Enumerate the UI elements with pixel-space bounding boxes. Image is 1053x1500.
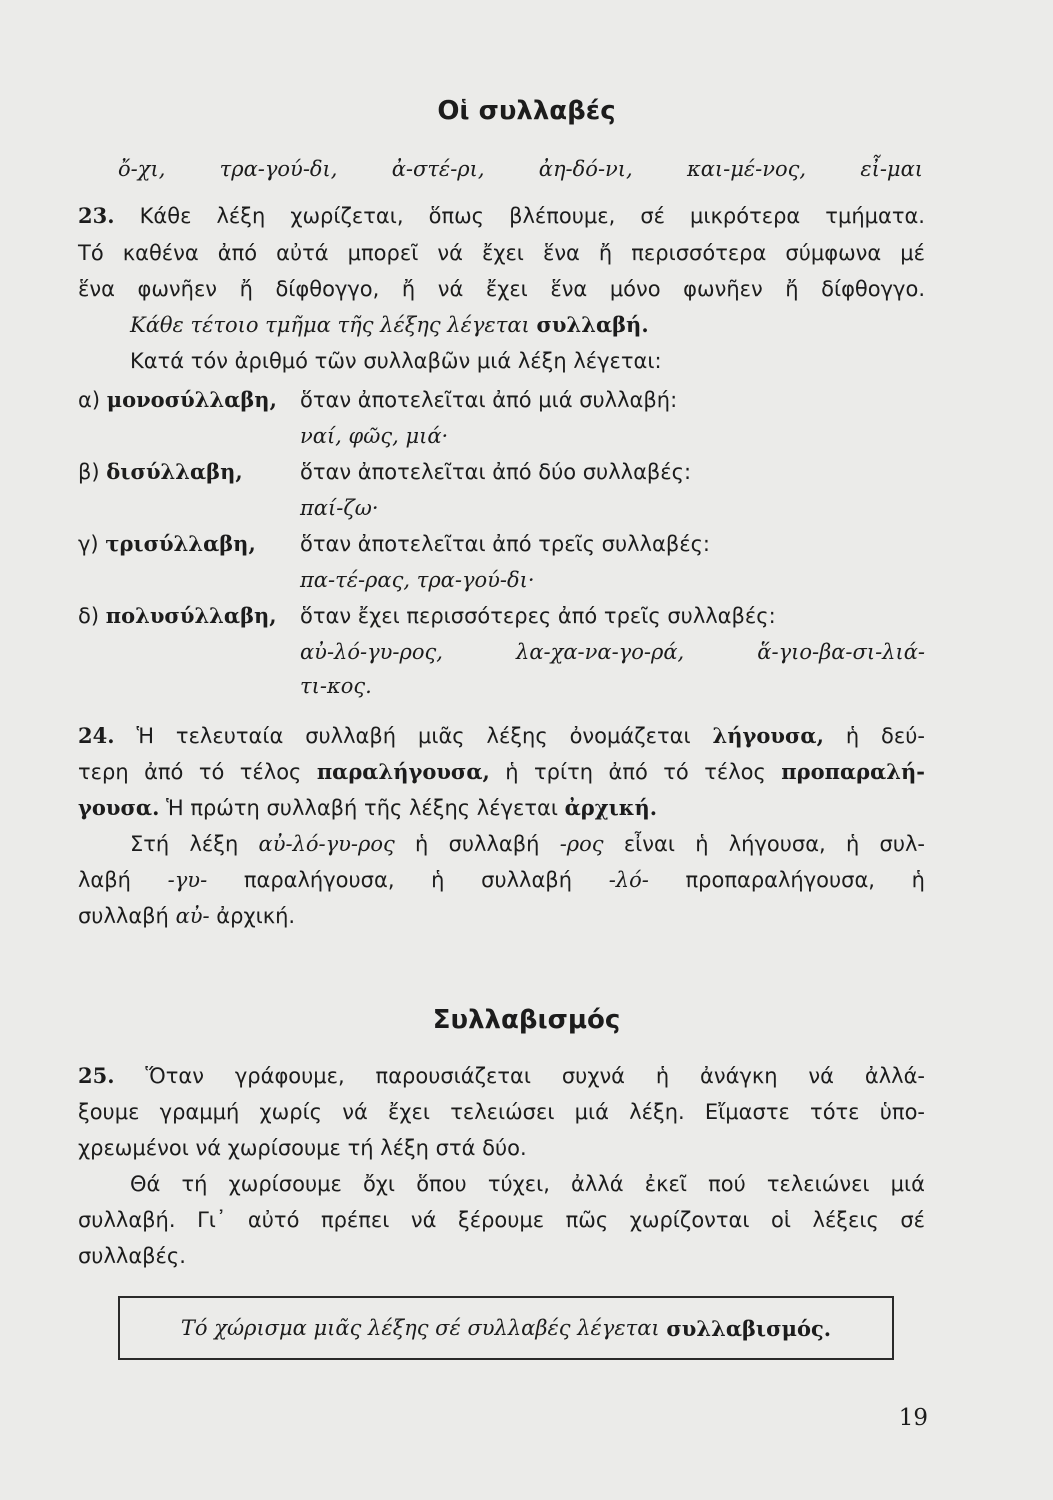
term-paraligousa: παραλήγουσα,: [316, 759, 490, 784]
p24-syllable-ros: -ρος: [559, 832, 604, 856]
definition-box-text: Τό χώρισμα μιᾶς λέξης σέ συλλαβές λέγεται: [180, 1316, 660, 1340]
type-c-label: γ): [78, 532, 99, 556]
p24-text-2c: ἡ τρίτη ἀπό τό τέλος: [505, 760, 766, 784]
p23-line-3: ἕνα φωνῆεν ἤ δίφθογγο, ἤ νά ἔχει ἕνα μόνο φωνῆεν ἤ δίφθογγο.: [78, 277, 925, 301]
p24-line-2: [78, 759, 925, 785]
p24-text-5c: παραλήγουσα, ἡ συλλαβή: [243, 868, 573, 892]
p25-line-4: Θά τή χωρίσουμε ὄχι ὅπου τύχει, ἀλλά ἐκεῖ πού τελειώνει μιά: [130, 1172, 925, 1196]
p24-line-3: [78, 795, 925, 821]
p24-text-5e: προπαραλήγουσα, ἡ: [685, 868, 925, 892]
p24-syllable-av: αὐ-: [175, 904, 210, 928]
p25-line-3: χρεωμένοι νά χωρίσουμε τή λέξη στά δύο.: [78, 1136, 527, 1160]
p25-line-2: ξουμε γραμμή χωρίς νά ἔχει τελειώσει μιά λέξη. Εἴμαστε τότε ὑπο-: [78, 1100, 925, 1124]
type-d-label: δ): [78, 604, 100, 628]
p24-line-6: [78, 903, 925, 929]
type-a-term: μονοσύλλαβη,: [106, 387, 277, 412]
p25-line-5: συλλαβή. Γι᾽ αὐτό πρέπει νά ξέρουμε πῶς χωρίζονται οἱ λέξεις σέ: [78, 1208, 925, 1232]
type-d-example-cont: τι-κος.: [300, 674, 372, 698]
examples-line: ὄ-χι, τρα-γού-δι, ἀ-στέ-ρι, ἀη-δό-νι, και-μέ-νος, εἶ-μαι: [118, 157, 923, 181]
type-d-example: αὐ-λό-γυ-ρος, λα-χα-να-γο-ρά, ἅ-γιο-βα-σι-λιά-: [300, 640, 925, 664]
p24-line-5: [78, 867, 925, 893]
p23-definition: [130, 312, 925, 338]
p25-line-6: συλλαβές.: [78, 1244, 186, 1268]
definition-box: [118, 1296, 894, 1360]
p25-number: 25.: [78, 1063, 115, 1088]
type-c-example: πα-τέ-ρας, τρα-γού-δι·: [300, 568, 535, 592]
p23-line-1: [78, 203, 925, 229]
type-a-label: α): [78, 388, 101, 412]
term-archiki: ἀρχική.: [564, 795, 658, 820]
p24-line-1: [78, 723, 925, 749]
p24-syllable-lo: -λό-: [608, 868, 649, 892]
type-b-label: β): [78, 460, 100, 484]
p25-line-1: [78, 1063, 925, 1089]
p24-text-1c: ἡ δεύ-: [845, 724, 925, 748]
p24-number: 24.: [78, 723, 115, 748]
type-c-row: [78, 531, 256, 557]
p24-text-6a: συλλαβή: [78, 904, 169, 928]
definition-box-term: συλλαβισμός.: [666, 1315, 832, 1341]
p23-definition-term: συλλαβή.: [536, 312, 649, 337]
type-a-example: ναί, φῶς, μιά·: [300, 424, 449, 448]
p23-line-2: Τό καθένα ἀπό αὐτά μπορεῖ νά ἔχει ἕνα ἤ περισσότερα σύμφωνα μέ: [78, 241, 925, 265]
p23-number: 23.: [78, 203, 115, 228]
p24-text-3b: Ἡ πρώτη συλλαβή τῆς λέξης λέγεται: [166, 796, 558, 820]
type-d-row: [78, 603, 277, 629]
p24-text-4c: ἡ συλλαβή: [415, 832, 540, 856]
p24-text-6c: ἀρχική.: [216, 904, 296, 928]
section-title-syllabification: Συλλαβισμός: [432, 1005, 621, 1035]
type-b-desc: ὅταν ἀποτελεῖται ἀπό δύο συλλαβές:: [300, 460, 692, 484]
p23-text-1: Κάθε λέξη χωρίζεται, ὅπως βλέπουμε, σέ μικρότερα τμήματα.: [139, 204, 925, 228]
p24-line-4: [130, 831, 925, 857]
type-b-row: [78, 459, 243, 485]
type-d-term: πολυσύλλαβη,: [105, 603, 277, 628]
term-proparaligousa-cont: γουσα.: [78, 795, 160, 820]
type-a-desc: ὅταν ἀποτελεῖται ἀπό μιά συλλαβή:: [300, 388, 678, 412]
p24-syllable-gy: -γυ-: [167, 868, 208, 892]
p23-definition-text: Κάθε τέτοιο τμῆμα τῆς λέξης λέγεται: [130, 313, 530, 337]
type-b-example: παί-ζω·: [300, 496, 379, 520]
p23-intro: Κατά τόν ἀριθμό τῶν συλλαβῶν μιά λέξη λέγεται:: [130, 349, 662, 373]
type-d-desc: ὅταν ἔχει περισσότερες ἀπό τρεῖς συλλαβές:: [300, 604, 776, 628]
term-ligousa: λήγουσα,: [712, 723, 824, 748]
term-proparaligousa: προπαραλή-: [781, 759, 925, 784]
p24-text-4e: εἶναι ἡ λήγουσα, ἡ συλ-: [623, 832, 925, 856]
p24-text-5a: λαβή: [78, 868, 131, 892]
p24-text-1a: Ἡ τελευταία συλλαβή μιᾶς λέξης ὀνομάζεται: [136, 724, 691, 748]
p24-text-4a: Στή λέξη: [130, 832, 239, 856]
type-b-term: δισύλλαβη,: [106, 459, 243, 484]
p24-text-2a: τερη ἀπό τό τέλος: [78, 760, 302, 784]
p25-text-1: Ὅταν γράφουμε, παρουσιάζεται συχνά ἡ ἀνάγκη νά ἀλλά-: [145, 1064, 925, 1088]
p24-example-word: αὐ-λό-γυ-ρος: [258, 832, 395, 856]
type-a-row: [78, 387, 277, 413]
type-c-desc: ὅταν ἀποτελεῖται ἀπό τρεῖς συλλαβές:: [300, 532, 710, 556]
section-title-syllables: Οἱ συλλαβές: [437, 96, 616, 126]
type-c-term: τρισύλλαβη,: [105, 531, 256, 556]
page-number: 19: [898, 1405, 928, 1431]
